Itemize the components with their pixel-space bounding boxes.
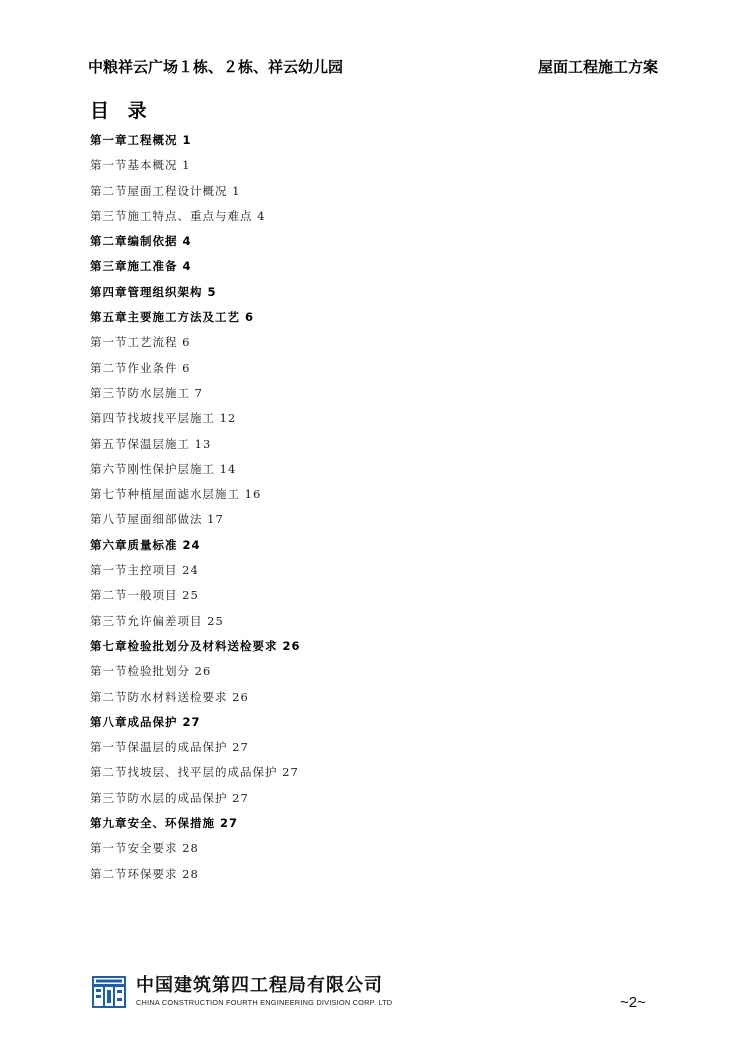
toc-section-entry: 第八节屋面细部做法 17	[90, 512, 224, 527]
toc-section-entry: 第三节防水层施工 7	[90, 385, 203, 400]
toc-section-entry: 第三节防水层的成品保护 27	[90, 790, 249, 805]
toc-section-entry: 第二节作业条件 6	[90, 360, 191, 375]
toc-section-entry: 第一节基本概况 1	[90, 158, 191, 173]
toc-heading: 目 录	[90, 100, 153, 122]
cscec-logo-icon	[92, 976, 126, 1008]
toc-chapter-entry: 第八章成品保护 27	[90, 714, 201, 729]
company-name-cn: 中国建筑第四工程局有限公司	[136, 975, 383, 996]
toc-section-entry: 第一节保温层的成品保护 27	[90, 740, 249, 755]
page-header	[88, 56, 658, 77]
toc-section-entry: 第七节种植屋面滤水层施工 16	[90, 487, 262, 502]
toc-section-entry: 第三节施工特点、重点与难点 4	[90, 208, 266, 223]
toc-section-entry: 第五节保温层施工 13	[90, 436, 212, 451]
toc-chapter-entry: 第四章管理组织架构 5	[90, 284, 217, 299]
toc-section-entry: 第一节检验批划分 26	[90, 664, 212, 679]
page-number: ~2~	[620, 994, 646, 1011]
toc-chapter-entry: 第七章检验批划分及材料送检要求 26	[90, 638, 301, 653]
toc-section-entry: 第二节防水材料送检要求 26	[90, 689, 249, 704]
toc-section-entry: 第二节一般项目 25	[90, 588, 199, 603]
toc-chapter-entry: 第九章安全、环保措施 27	[90, 816, 239, 831]
document-title: 屋面工程施工方案	[537, 58, 658, 76]
table-of-contents	[90, 130, 650, 889]
project-title: 中粮祥云广场１栋、２栋、祥云幼儿园	[88, 58, 344, 76]
toc-section-entry: 第六节刚性保护层施工 14	[90, 461, 237, 476]
toc-chapter-entry: 第五章主要施工方法及工艺 6	[90, 310, 255, 325]
toc-section-entry: 第二节环保要求 28	[90, 866, 199, 881]
toc-section-entry: 第一节主控项目 24	[90, 563, 199, 578]
toc-section-entry: 第二节找坡层、找平层的成品保护 27	[90, 765, 299, 780]
toc-section-entry: 第一节安全要求 28	[90, 841, 199, 856]
company-block	[136, 975, 392, 1009]
toc-chapter-entry: 第三章施工准备 4	[90, 259, 192, 274]
toc-section-entry: 第三节允许偏差项目 25	[90, 613, 224, 628]
toc-chapter-entry: 第六章质量标准 24	[90, 537, 201, 552]
company-name-en: CHINA CONSTRUCTION FOURTH ENGINEERING DIVISION CORP. LTD	[136, 998, 393, 1007]
toc-section-entry: 第一节工艺流程 6	[90, 335, 191, 350]
toc-chapter-entry: 第二章编制依据 4	[90, 234, 192, 249]
toc-section-entry: 第二节屋面工程设计概况 1	[90, 183, 241, 198]
toc-chapter-entry: 第一章工程概况 1	[90, 133, 192, 147]
toc-section-entry: 第四节找坡找平层施工 12	[90, 411, 237, 426]
